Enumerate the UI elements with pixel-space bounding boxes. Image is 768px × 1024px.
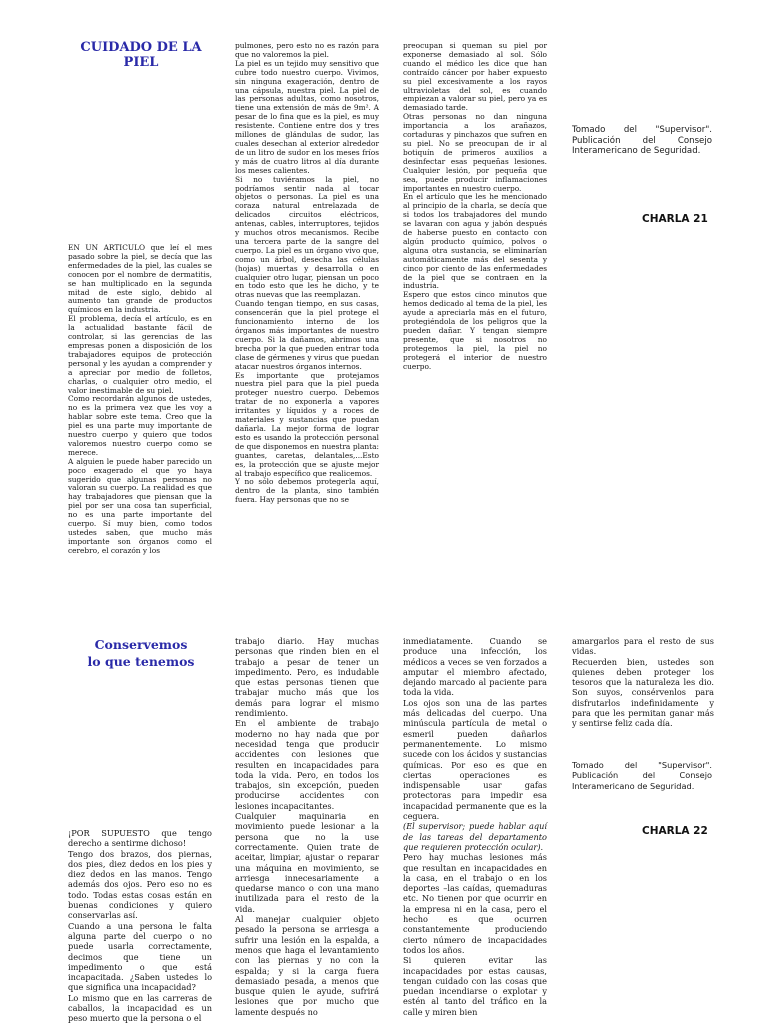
paragraph: trabajo diario. Hay muchas personas que rinden bien en el trabajo a pesar de tener un impedimento. Pero, es indudable que estas personas tienen que trabajar mucho más que los demás para lograr el mismo rendimiento. xyxy=(235,636,379,719)
paragraph: preocupan si queman su piel por exponerse demasiado al sol. Sólo cuando el médico les dice que han contraído cáncer por haber expuesto su piel excesivamente a los rayos ultravioletas del sol, es cuando empiezan a valorar su piel, pero ya es demasiado tarde. xyxy=(403,41,547,113)
paragraph: Los ojos son una de las partes más delicadas del cuerpo. Una minúscula partícula de metal o esmeril pueden dañarlos permanentemente. Lo mismo sucede con los ácidos y sustancias químicas. Por eso es que en ciertas operaciones es indispensable usar gafas protectoras para impedir esa incapacidad permanente que es la ceguera. xyxy=(403,697,547,822)
source-credit: Tomado del "Supervisor". Publicación del Consejo Interamericano de Seguridad. xyxy=(572,760,712,791)
title-line-1: Conservemos xyxy=(94,637,188,652)
paragraph: EN UN ARTICULO que leí el mes pasado sobre la piel, se decía que las enfermedades de la piel, las cuales se conocen por el nombre de dermatitis, se han multiplicado en la segunda mitad de este siglo, debido al aumento tan grande de productos químicos en la industria. xyxy=(68,243,212,315)
paragraph: Y no sólo debemos protegerla aquí, dentro de la planta, sino también fuera. Hay personas que no se xyxy=(235,477,379,505)
column-2 xyxy=(235,42,379,555)
charla-number: CHARLA 21 xyxy=(642,213,708,225)
paragraph: Lo mismo que en las carreras de caballos, la incapacidad es un peso muerto que la persona o el xyxy=(68,992,212,1024)
paragraph: A alguien le puede haber parecido un poco exagerado el que yo haya sugerido que algunas personas no valoran su cuerpo. La realidad es que hay trabajadores que piensan que la piel por ser una cosa tan superficial, no es una parte importante del cuerpo. Sí muy bien, como todos ustedes saben, que mucho más importante son órganos como el cerebro, el corazón y los xyxy=(68,456,212,555)
paragraph: Cualquier maquinaria en movimiento puede lesionar a la persona que no la use correctamente. Quien trate de aceitar, limpiar, ajustar o reparar una máquina en movimiento, se arriesga innecesariamente a quedarse manco o con una mano inutilizada para el resto de la vida. xyxy=(235,811,379,914)
column-1 xyxy=(68,243,212,555)
column-1 xyxy=(68,828,212,1024)
paragraph: Es importante que protejamos nuestra piel para que la piel pueda proteger nuestro cuerpo. Debemos tratar de no exponerla a vapores irritantes y líquidos y a roces de materiales y sustancias que puedan dañarla. La mejor forma de lograr esto es usando la protección personal de que disponemos en nuestra planta: guantes, caretas, delantales,...Esto es, la protección que se ajuste mejor al trabajo específico que realicemos. xyxy=(235,370,379,478)
title-cuidado-de-la-piel: CUIDADO DE LA PIEL xyxy=(80,40,202,70)
title-conservemos xyxy=(72,636,210,670)
column-4 xyxy=(572,636,714,736)
paragraph: Si no tuviéramos la piel, no podríamos sentir nada al tocar objetos o personas. La piel es una coraza natural entrelazada de delicados circuitos eléctricos, antenas, cables, interruptores, tejidos y muchos otros mecanismos. Recibe una tercera parte de la sangre del cuerpo. La piel es un órgano vivo que, como un árbol, desecha las células (hojas) muertas y desarrolla o en cualquier otro lugar, piensan un poco en todo esto que les he dicho, y te otras nuevas que las reemplazan. xyxy=(235,174,379,300)
paragraph: Al manejar cualquier objeto pesado la persona se arriesga a sufrir una lesión en la espalda, a menos que haga el levantamiento con las piernas y no con la espalda; y si la carga fuera demasiado pesada, a menos que busque quien le ayude, sufrirá lesiones que por mucho que lamente después no xyxy=(235,914,379,1017)
paragraph: Espero que estos cinco minutos que hemos dedicado al tema de la piel, les ayude a apreciarla más en el futuro, protegiéndola de los peligros que la pueden dañar. Y tengan siempre presente, que si nosotros no protegemos la piel, la piel no protegerá el interior de nuestro cuerpo. xyxy=(403,290,547,371)
column-3 xyxy=(403,42,547,392)
paragraph: Como recordarán algunos de ustedes, no es la primera vez que les voy a hablar sobre este tema. Creo que la piel es una parte muy importante de nuestro cuerpo y quiero que todos valoremos nuestro cuerpo como se merece. xyxy=(68,394,212,457)
paragraph: Pero hay muchas lesiones más que resultan en incapacidades en la casa, en el trabajo o en los deportes –las caídas, quemaduras etc. No tienen por que ocurrir en la empresa ni en la casa, pero el hecho es que ocurren constantemente produciendo cierto número de incapacidades todos los años. xyxy=(403,852,547,955)
paragraph: En el artículo que les he mencionado al principio de la charla, se decía que si todos los trabajadores del mundo se lavaran con agua y jabón después de haberse puesto en contacto con algún producto químico, polvos o alguna otra sustancia, se eliminarían automáticamente más del sesenta y cinco por ciento de las enfermedades de la piel que se contraen en la industria. xyxy=(403,192,547,291)
paragraph: pulmones, pero esto no es razón para que no valoremos la piel. xyxy=(235,41,379,59)
paragraph: En el ambiente de trabajo moderno no hay nada que por necesidad tenga que producir accidentes con lesiones que resulten en incapacidades para toda la vida. Pero, en todos los trabajos, sin excepción, pueden producirse accidentes con lesiones incapacitantes. xyxy=(235,718,379,811)
paragraph: amargarlos para el resto de sus vidas. xyxy=(572,636,714,657)
charla-number: CHARLA 22 xyxy=(642,825,708,837)
column-3 xyxy=(403,636,547,1024)
source-credit: Tomado del "Supervisor". Publicación del Consejo Interamericano de Seguridad. xyxy=(572,125,712,156)
paragraph: Cuando a una persona le falta alguna parte del cuerpo o no puede usarla correctamente, decimos que tiene un impedimento o que está incapacitada. ¿Saben ustedes lo que significa una incapacidad? xyxy=(68,920,212,993)
supervisor-note: (El supervisor; puede hablar aquí de las tareas del departamento que requieren protección ocular). xyxy=(403,821,547,852)
paragraph: Recuerden bien, ustedes son quienes deben proteger los tesoros que la naturaleza les dio. Son suyos, consérvenlos para disfrutarlos indefinidamente y para que les permitan ganar más y sentirse feliz cada día. xyxy=(572,656,714,729)
paragraph: La piel es un tejido muy sensitivo que cubre todo nuestro cuerpo. Vivimos, sin ninguna exageración, dentro de una cápsula, nuestra piel. La piel de las personas adultas, como nosotros, tiene una extensión de más de 9m². A pesar de lo fina que es la piel, es muy resistente. Contiene entre dos y tres millones de glándulas de sudor, las cuales desechan al exterior alrededor de un litro de sudor en los meses fríos y más de cuatro litros al día durante los meses calientes. xyxy=(235,58,379,175)
paragraph: Tengo dos brazos, dos piernas, dos pies, diez dedos en los pies y diez dedos en las manos. Tengo además dos ojos. Pero eso no es todo. Todas estas cosas están en buenas condiciones y quiero conservarlas así. xyxy=(68,848,212,921)
title-line-2: lo que tenemos xyxy=(87,654,195,669)
paragraph: ¡POR SUPUESTO que tengo derecho a sentirme dichoso! xyxy=(68,828,212,849)
paragraph: Si quieren evitar las incapacidades por estas causas, tengan cuidado con las cosas que puedan incendiarse o explotar y estén al tanto del tráfico en la calle y miren bien xyxy=(403,955,547,1017)
column-2 xyxy=(235,636,379,1024)
paragraph: Cuando tengan tiempo, en sus casas, consencerán que la piel protege el funcionamiento interno de los órganos más importantes de nuestro cuerpo. Si la dañamos, abrimos una brecha por la que pueden entrar toda clase de gérmenes y virus que puedan atacar nuestros órganos internos. xyxy=(235,299,379,371)
paragraph: El problema, decía el artículo, es en la actualidad bastante fácil de controlar, si las gerencias de las empresas ponen a disposición de los trabajadores equipos de protección personal y les ayudan a comprender y a apreciar por medio de folletos, charlas, o cualquier otro medio, el valor inestimable de su piel. xyxy=(68,314,212,395)
paragraph: inmediatamente. Cuando se produce una infección, los médicos a veces se ven forzados a amputar el miembro afectado, dejando marcado al paciente para toda la vida. xyxy=(403,636,547,698)
paragraph: Otras personas no dan ninguna importancia a los arañazos, cortaduras y pinchazos que sufren en su piel. No se preocupan de ir al botiquín de primeros auxilios a desinfectar esas pequeñas lesiones. Cualquier lesión, por pequeña que sea, puede producir inflamaciones importantes en nuestro cuerpo. xyxy=(403,112,547,193)
